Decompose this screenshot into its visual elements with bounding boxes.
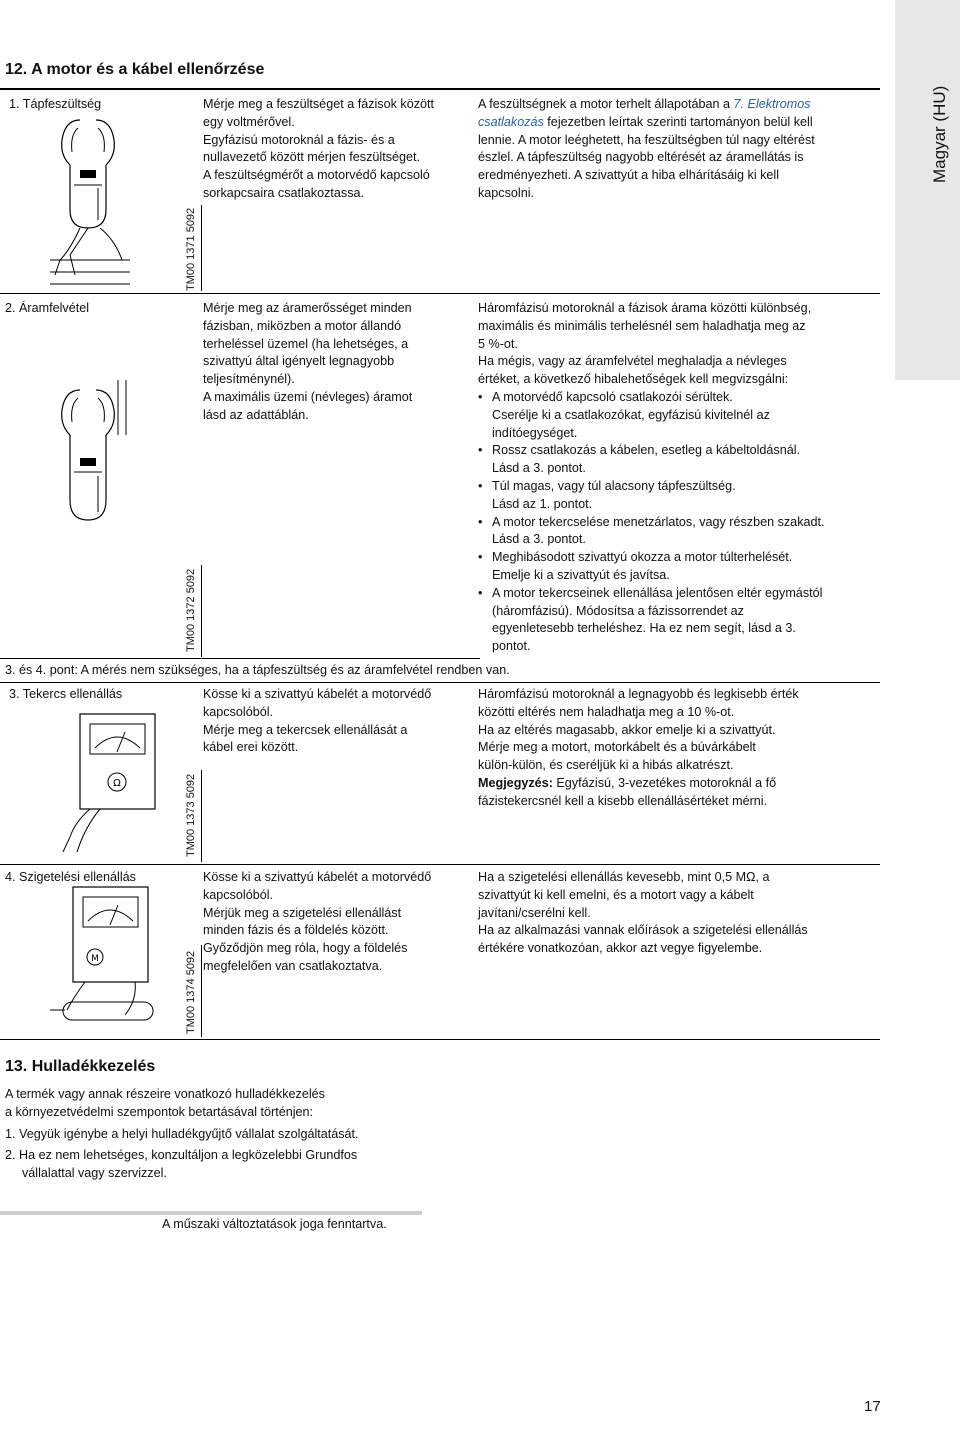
language-label: Magyar (HU) (930, 85, 949, 183)
row4-instruction: Kösse ki a szivattyú kábelét a motorvédő kapcsolóból. Mérjük meg a szigetelési ellenállást minden fázis és a földelés között. Győződjön meg róla, hogy a földelés megfelelően van csatlakoztatva. (203, 870, 432, 973)
section-13-body: A termék vagy annak részeire vonatkozó hulladékkezelés a környezetvédelmi szempontok betartásával történjen: 1. Vegyük igénybe a helyi hulladékgyűjtő vállalat szolgáltatását. 2. Ha ez nem lehetséges, konzultáljon a legközelebbi Grundfos vállalattal vagy szervizzel. (5, 1086, 505, 1183)
language-sidebar (895, 0, 960, 380)
footer-note: A műszaki változtatások joga fenntartva. (162, 1217, 387, 1231)
fault-list (478, 389, 878, 656)
list-item: • Rossz csatlakozás a kábelen, esetleg a kábeltoldásnál. Lásd a 3. pontot. (478, 442, 878, 478)
row3-label: 3. Tekercs ellenállás (9, 687, 123, 701)
row1-divider (0, 293, 880, 294)
row1-note: A feszültségnek a motor terhelt állapotában a 7. Elektromos csatlakozás fejezetben leírtak szerinti tartományon belül kell lennie. A motor leéghetett, ha feszültségben túl nagy eltérést észlel. A tápfeszültség nagyobb eltérését az áramellátás is eredményezheti. A szivattyút a hiba elhárításáig ki kell kapcsolni. (478, 97, 815, 200)
note-divider (0, 682, 880, 683)
row4-figure-divider (201, 945, 202, 1037)
row4-note: Ha a szigetelési ellenállás kevesebb, mint 0,5 MΩ, a szivattyút ki kell emelni, és a motort vagy a kábelt javítani/cserélni kell. Ha az alkalmazási vannak előírások a szigetelési ellenállás értékére vonatkozóan, akkor azt vegye figyelembe. (478, 870, 808, 956)
row4-figure-code: TM00 1374 5092 (185, 950, 197, 1034)
row2-divider (0, 658, 480, 659)
list-item: • A motor tekercseinek ellenállása jelentősen eltér egymástól (háromfázisú). Módosítsa a fázissorrendet az egyenletesebb terheléshez. Ha ez nem segít, lásd a 3. pontot. (478, 585, 878, 656)
section-13-title: 13. Hulladékkezelés (5, 1058, 156, 1075)
svg-text:M: M (91, 954, 99, 964)
clamp-meter-current-icon (50, 380, 135, 530)
title-divider (0, 88, 880, 90)
list-item: • Meghibásodott szivattyú okozza a motor túlterhelését. Emelje ki a szivattyút és javítsa. (478, 549, 878, 585)
list-item: • Túl magas, vagy túl alacsony tápfeszültség. Lásd az 1. pontot. (478, 478, 878, 514)
row2-figure-divider (201, 565, 202, 657)
page-number: 17 (864, 1398, 881, 1415)
row2-label: 2. Áramfelvétel (5, 301, 89, 315)
note-3-4: 3. és 4. pont: A mérés nem szükséges, ha a tápfeszültség és az áramfelvétel rendben van. (5, 663, 510, 677)
row4-label: 4. Szigetelési ellenállás (5, 870, 136, 884)
row1-figure-divider (201, 205, 202, 291)
list-item: • A motorvédő kapcsoló csatlakozói sérültek. Cserélje ki a csatlakozókat, egyfázisú kivitelnél az indítóegységet. (478, 389, 878, 442)
row2-figure-code: TM00 1372 5092 (185, 568, 197, 652)
insulation-tester-icon (45, 885, 160, 1025)
row2-instruction: Mérje meg az áramerősséget minden fázisban, miközben a motor állandó terheléssel üzemel (ha lehetséges, a szivattyú által igényelt legnagyobb teljesítménynél). A maximális üzemi (névleges) áramot lásd az adattáblán. (203, 301, 413, 422)
row3-figure-divider (201, 770, 202, 862)
row3-figure-code: TM00 1373 5092 (185, 773, 197, 857)
row3-note: Háromfázisú motoroknál a legnagyobb és legkisebb érték közötti eltérés nem haladhatja meg a 10 %-ot. Ha az eltérés magasabb, akkor emelje ki a szivattyút. Mérje meg a motort, motorkábelt és a búvárkábelt külön-külön, és cseréljük ki a hibás alkatrészt. Megjegyzés: Egyfázisú, 3-vezetékes motoroknál a fő fázistekercsnél kell a kisebb ellenállásértéket mérni. (478, 687, 799, 808)
section-12-title: 12. A motor és a kábel ellenőrzése (5, 61, 265, 78)
footer-separator (0, 1211, 422, 1215)
link-csatlakozas[interactable]: csatlakozás (478, 114, 544, 129)
link-elektromos[interactable]: 7. Elektromos (733, 97, 811, 111)
row1-instruction: Mérje meg a feszültséget a fázisok között egy voltmérővel. Egyfázisú motoroknál a fázis- és a nullavezető között mérjen feszültséget. A feszültségmérőt a motorvédő kapcsoló sorkapcsaira csatlakoztassa. (203, 97, 434, 200)
row1-figure-code: TM00 1371 5092 (185, 207, 197, 291)
row2-note: Háromfázisú motoroknál a fázisok árama közötti különbség, maximális és minimális terhelésnél sem haladhatja meg az 5 %-ot. Ha mégis, vagy az áramfelvétel meghaladja a névleges értéket, a következő hibalehetőségek kell megvizsgálni: • A motorvédő kapcsoló csatlakozói sérültek. Cserélje ki a csatlakozókat, egyfázisú kivitelnél az indítóegységet. • Rossz csatlakozás a kábelen, esetleg a kábeltoldásnál. Lásd a 3. pontot. • Túl magas, vagy túl alacsony tápfeszültség. Lásd az 1. pontot. • A motor tekercselése menetzárlatos, vagy részben szakadt. Lásd a 3. pontot. • Meghibásodott szivattyú okozza a motor túlterhelését. Emelje ki a szivattyút és javítsa. • A motor tekercseinek ellenállása jelentősen eltér egymástól (háromfázisú). Módosítsa a fázissorrendet az egyenletesebb terheléshez. Ha ez nem segít, lásd a 3. pontot. (478, 300, 878, 656)
clamp-meter-voltage-icon (40, 110, 135, 290)
list-item: 1. Vegyük igénybe a helyi hulladékgyűjtő vállalat szolgáltatását. (5, 1126, 359, 1141)
list-item: • A motor tekercselése menetzárlatos, vagy részben szakadt. Lásd a 3. pontot. (478, 514, 878, 550)
list-item: 2. Ha ez nem lehetséges, konzultáljon a legközelebbi Grundfos (5, 1148, 358, 1163)
row3-instruction: Kösse ki a szivattyú kábelét a motorvédő kapcsolóból. Mérje meg a tekercsek ellenállását a kábel erei között. (203, 687, 432, 755)
row3-divider (0, 864, 880, 865)
row1-label: 1. Tápfeszültség (9, 97, 102, 111)
svg-text:Ω: Ω (113, 778, 121, 789)
table-bottom-divider (0, 1039, 880, 1040)
ohmmeter-icon (55, 712, 165, 852)
